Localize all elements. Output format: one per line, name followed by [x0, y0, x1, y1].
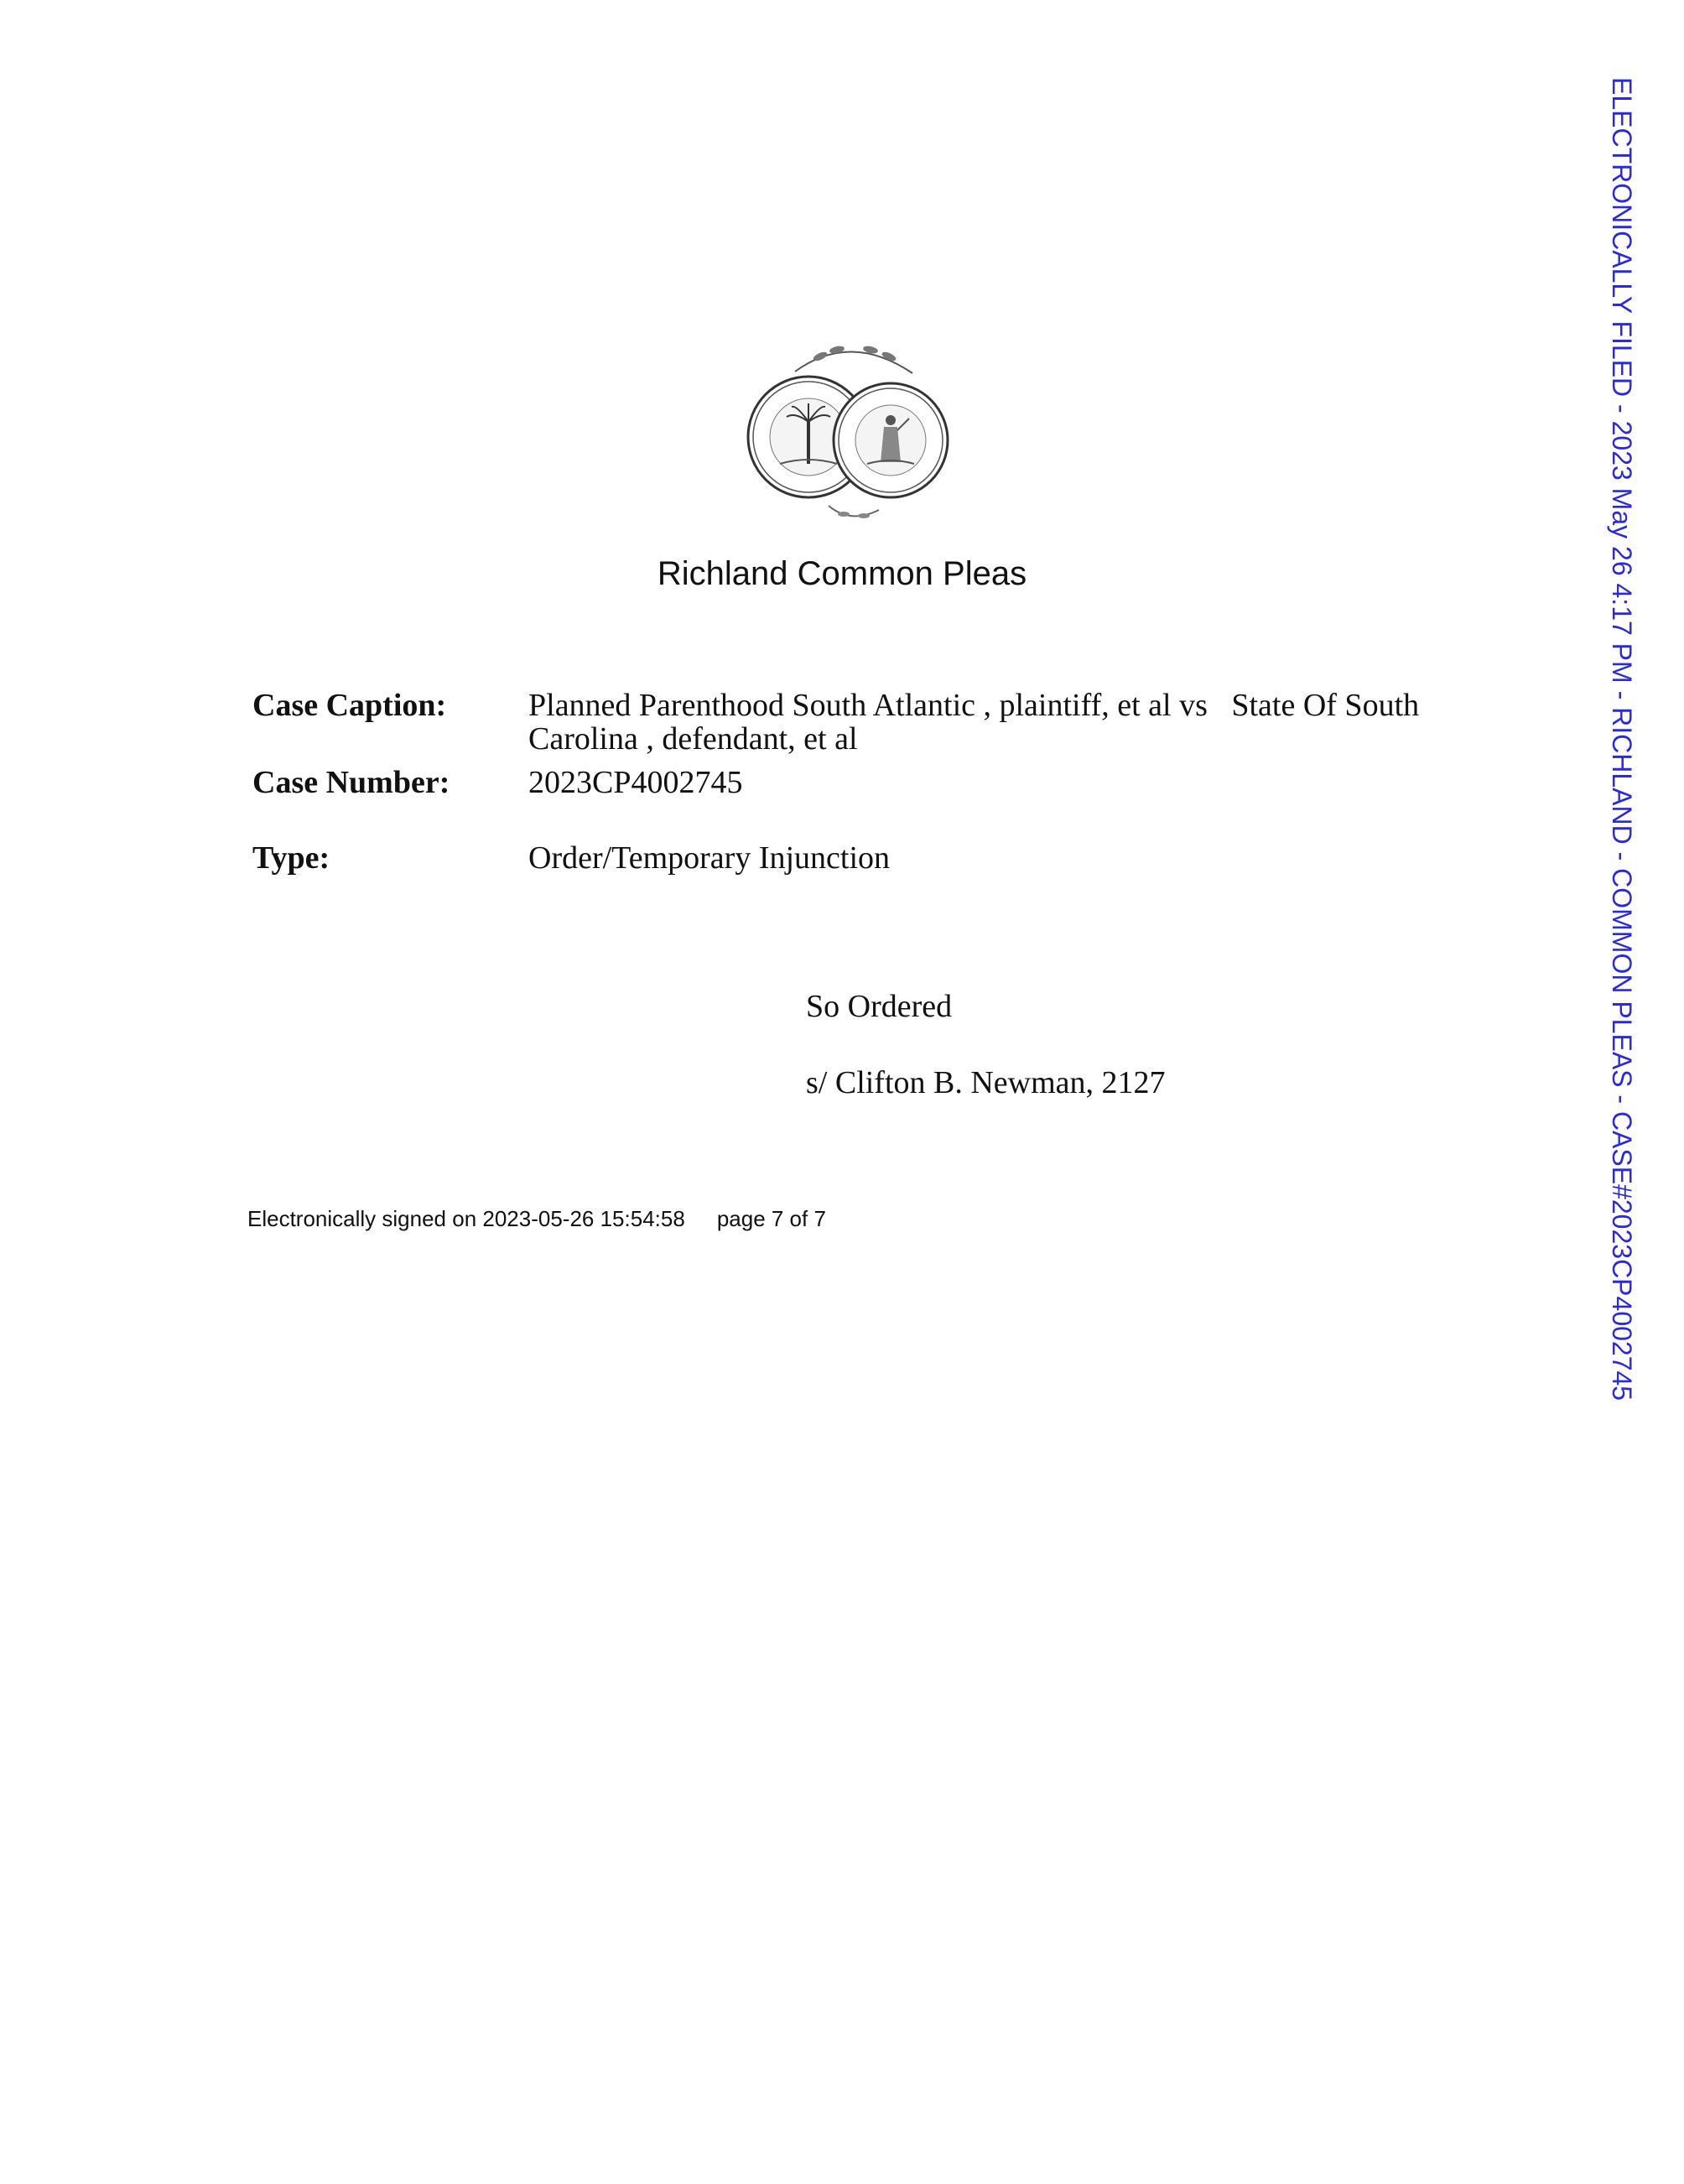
case-caption-label: Case Caption:: [252, 688, 447, 723]
case-type-value: Order/Temporary Injunction: [528, 840, 891, 876]
south-carolina-state-seal-icon: [745, 338, 956, 531]
electronic-filing-stamp-text: ELECTRONICALLY FILED - 2023 May 26 4:17 PM - RICHLAND - COMMON PLEAS - CASE#2023CP4002745: [1607, 77, 1637, 1401]
case-caption-line-1: Planned Parenthood South Atlantic , plaintiff, et al vs State Of South: [528, 688, 1420, 723]
court-name: Richland Common Pleas: [657, 555, 1027, 592]
electronic-filing-stamp: [1605, 77, 1639, 1453]
judge-signature: s/ Clifton B. Newman, 2127: [806, 1065, 1166, 1100]
electronic-signature-timestamp: Electronically signed on 2023-05-26 15:54:58: [247, 1206, 685, 1231]
case-type-label: Type:: [252, 840, 330, 876]
page-number: page 7 of 7: [716, 1206, 826, 1231]
case-caption-line-2: Carolina , defendant, et al: [528, 721, 858, 757]
so-ordered-text: So Ordered: [806, 989, 953, 1024]
case-number-label: Case Number:: [252, 765, 450, 800]
case-number-value: 2023CP4002745: [528, 765, 743, 800]
signature-footer: [247, 1206, 826, 1231]
case-caption-value: [528, 689, 1484, 756]
